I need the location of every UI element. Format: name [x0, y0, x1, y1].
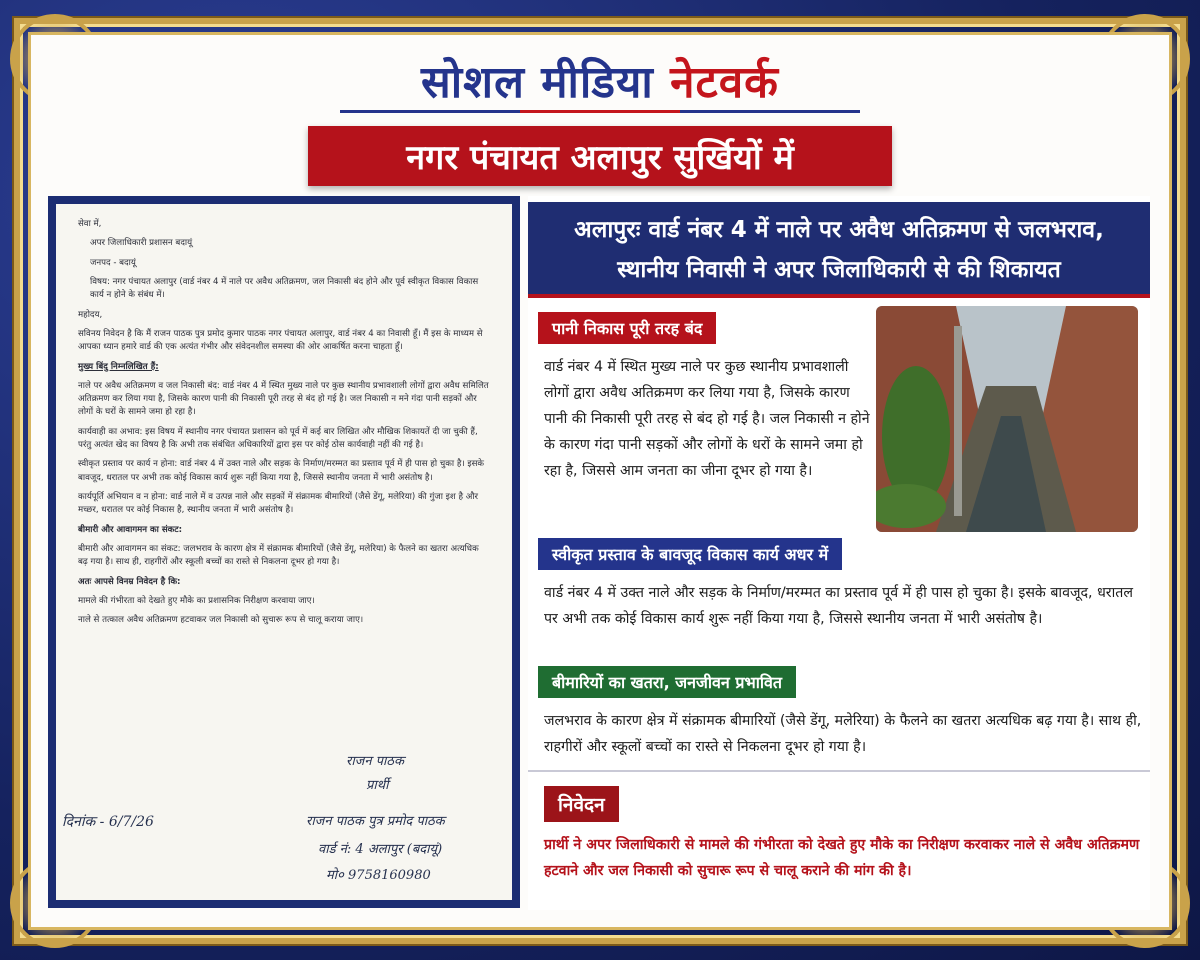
brand-part2: नेटवर्क — [670, 57, 779, 108]
section-text-drainage: वार्ड नंबर 4 में स्थित मुख्य नाले पर कुछ स्थानीय प्रभावशाली लोगों द्वारा अवैध अतिक्रमण कर लिया गया है, जिसके कारण पानी की निकासी पूरी तरह से बंद हो गई है। जल निकासी न होने के कारण गंदा पानी सड़कों और लोगों के धरों के सामने जमा हो रहा है, जिससे आम जनता का जीना दूभर हो गया है। — [544, 359, 870, 479]
letter-point-2: कार्यवाही का अभाव: इस विषय में स्थानीय नगर पंचायत प्रशासन को पूर्व में कई बार लिखित और मौखिक शिकायतें दी जा चुकी हैं, परंतु अत्यंत खेद का विषय है कि अभी तक संबंधित अधिकारियों द्वारा इस पर कोई ठोस कार्यवाही नहीं की गई है। — [78, 426, 478, 451]
letter-request-2: नाले से तत्काल अवैध अतिक्रमण हटवाकर जल निकासी को सुचारू रूप से चालू कराया जाए। — [78, 615, 364, 626]
article-title-line1: अलापुरः वार्ड नंबर 4 में नाले पर अवैध अतिक्रमण से जलभराव, — [574, 217, 1104, 243]
brand-part1: सोशल मीडिया — [421, 57, 654, 108]
section-label-drainage: पानी निकास पूरी तरह बंद — [538, 312, 716, 344]
section-text-request: प्रार्थी ने अपर जिलाधिकारी से मामले की गंभीरता को देखते हुए मौके का निरीक्षण करवाकर नाले से अवैध अतिक्रमण हटवाने और जल निकासी को सुचारू रूप से चालू कराने की मांग की है। — [544, 837, 1140, 879]
title-rule-middle — [520, 110, 680, 113]
lane-illustration-icon — [876, 306, 1138, 532]
signature-name: राजन पाठक — [346, 754, 404, 769]
letter-point-3: स्वीकृत प्रस्ताव पर कार्य न होना: वार्ड नंबर 4 में उक्त नाले और सड़क के निर्माण/मरम्मत का प्रस्ताव पूर्व में ही पास हो चुका है। इसके बावजूद, धरातल पर अभी तक कोई विकास कार्य शुरू नहीं किया गया है, जिससे स्थानीय जनता में भारी असंतोष है। — [78, 459, 484, 483]
article-title — [528, 202, 1150, 298]
letter-points-heading: मुख्य बिंदु निम्नलिखित हैं: — [78, 361, 159, 372]
letter-salutation: सेवा में, — [78, 219, 102, 229]
headline-banner: नगर पंचायत अलापुर सुर्खियों में — [308, 126, 892, 186]
signature-role: प्रार्थी — [366, 778, 389, 793]
article-column — [528, 196, 1150, 910]
section-text-disease: जलभराव के कारण क्षेत्र में संक्रामक बीमारियों (जैसे डेंगू, मलेरिया) के फैलने का खतरा अत्यधिक बढ़ गया है। साथ ही, राहगीरों और स्कूलों बच्चों का रास्ते से निकलना दूभर हो गया है। — [544, 713, 1142, 755]
letter-district: जनपद - बदायूं — [90, 257, 136, 268]
signature-phone: मो० 9758160980 — [326, 868, 431, 883]
letter-point-1: नाले पर अवैध अतिक्रमण व जल निकासी बंद: वार्ड नंबर 4 में स्थित मुख्य नाले पर कुछ स्थानीय प्रभावशाली लोगों द्वारा अवैध समिलित अतिक्रमण कर लिया गया है, जिसके कारण पानी की निकासी पूरी तरह से बंद हो गई है। जल निकासी न मने गंदा पानी सड़कों और लोगों के घरों के सामने जमा हो रहा है। — [78, 380, 489, 418]
section-label-development: स्वीकृत प्रस्ताव के बावजूद विकास कार्य अधर में — [538, 538, 842, 570]
letter-addressee: अपर जिलाधिकारी प्रशासन बदायूं — [90, 238, 193, 249]
complaint-letter — [56, 204, 512, 900]
letter-request-1: मामले की गंभीरता को देखते हुए मौके का प्रशासनिक निरीक्षण करवाया जाए। — [78, 595, 315, 606]
signature-father: राजन पाठक पुत्र प्रमोद पाठक — [306, 814, 445, 829]
title-rule-left — [340, 110, 520, 113]
section-text-development: वार्ड नंबर 4 में उक्त नाले और सड़क के निर्माण/मरम्मत का प्रस्ताव पूर्व में ही पास हो चुका है। इसके बावजूद, धरातल पर अभी तक कोई विकास कार्य शुरू नहीं किया गया है, जिससे स्थानीय जनता में भारी असंतोष है। — [544, 585, 1133, 627]
letter-point-4: कार्यपूर्ति अभियान व न होना: वार्ड नाले में व उत्पन्न नाले और सड़कों में संक्रामक बीमारियों (जैसे डेंगू, मलेरिया) की गुंजा इश है और मच्छर, धरातल पर कोई निकास है, स्थानीय जनता में भारी असंतोष है। — [78, 492, 479, 516]
letter-request-heading: अतः आपसे विनम्र निवेदन है कि: — [78, 576, 181, 587]
letter-date: दिनांक - 6/7/26 — [62, 814, 154, 830]
masthead — [0, 50, 1200, 110]
letter-point-5-heading: बीमारी और आवागमन का संकट: — [78, 524, 183, 535]
section-label-disease: बीमारियों का खतरा, जनजीवन प्रभावित — [538, 666, 796, 698]
letter-image-frame — [48, 196, 520, 908]
section-divider — [528, 770, 1150, 772]
letter-intro: सविनय निवेदन है कि मैं राजन पाठक पुत्र प्रमोद कुमार पाठक नगर पंचायत अलापुर, वार्ड नंबर 4 का निवासी हूँ। मैं इस के माध्यम से आपका ध्यान हमारे वार्ड की एक अत्यंत गंभीर और संवेदनशील समस्या की ओर आकर्षित करना चाहता हूँ। — [78, 328, 483, 353]
title-rule-right — [680, 110, 860, 113]
letter-point-5: बीमारी और आवागमन का संकट: जलभराव के कारण क्षेत्र में संक्रामक बीमारियों (जैसे डेंगू, मलेरिया) के फैलने का खतरा अत्यधिक बढ़ गया है। साथ ही, राहगीरों और स्कूली बच्चों का रास्ते से निकलना दूभर हो गया है। — [78, 543, 479, 568]
signature-address: वार्ड नं: 4 अलापुर (बदायूं) — [318, 842, 443, 857]
article-title-line2: स्थानीय निवासी ने अपर जिलाधिकारी से की शिकायत — [617, 257, 1061, 283]
letter-subject: विषय: नगर पंचायत अलापुर (वार्ड नंबर 4 में नाले पर अवैध अतिक्रमण, जल निकासी बंद होने और पूर्व स्वीकृत विकास विकास कार्य न होने के संबंध में। — [90, 276, 479, 301]
brand-title — [0, 50, 1200, 110]
letter-greeting: महोदय, — [78, 309, 103, 320]
waterlogged-lane-photo — [876, 306, 1138, 532]
section-label-request: निवेदन — [544, 786, 619, 822]
